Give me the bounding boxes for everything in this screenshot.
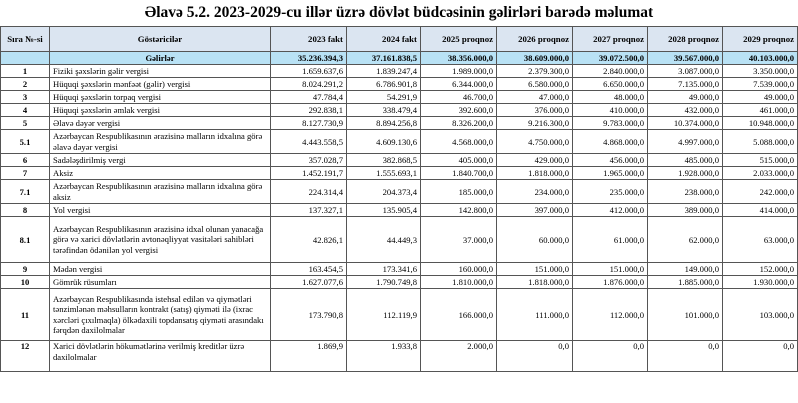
row-label: Fiziki şəxslərin gəlir vergisi xyxy=(50,65,271,78)
cell-value: 135.905,4 xyxy=(347,204,421,217)
cell-value: 397.000,0 xyxy=(497,204,573,217)
cell-value: 47.784,4 xyxy=(271,91,347,104)
cell-value: 1.555.693,1 xyxy=(347,167,421,180)
cell-value: 54.291,9 xyxy=(347,91,421,104)
cell-value: 4.750.000,0 xyxy=(497,130,573,154)
table-row xyxy=(1,217,798,263)
cell-value: 338.479,4 xyxy=(347,104,421,117)
cell-value: 1.659.637,6 xyxy=(271,65,347,78)
row-number: 5 xyxy=(1,117,50,130)
cell-value: 137.327,1 xyxy=(271,204,347,217)
cell-value: 4.609.130,6 xyxy=(347,130,421,154)
cell-value: 412.000,0 xyxy=(573,204,648,217)
row-number: 9 xyxy=(1,263,50,276)
cell-value: 152.000,0 xyxy=(723,263,798,276)
row-number: 7.1 xyxy=(1,180,50,204)
column-header: 2023 fakt xyxy=(271,27,347,52)
table-row xyxy=(1,167,798,180)
cell-value: 166.000,0 xyxy=(421,289,497,341)
column-header: 2027 proqnoz xyxy=(573,27,648,52)
row-label: Hüquqi şəxslərin mənfəət (gəlir) vergisi xyxy=(50,78,271,91)
cell-value: 173.341,6 xyxy=(347,263,421,276)
row-number: 2 xyxy=(1,78,50,91)
column-header: 2026 proqnoz xyxy=(497,27,573,52)
cell-value: 0,0 xyxy=(497,341,573,372)
cell-value: 1.876.000,0 xyxy=(573,276,648,289)
cell-value: 292.838,1 xyxy=(271,104,347,117)
cell-value: 405.000,0 xyxy=(421,154,497,167)
row-label: Aksiz xyxy=(50,167,271,180)
cell-value: 376.000,0 xyxy=(497,104,573,117)
total-value: 38.356.000,0 xyxy=(421,52,497,65)
cell-value: 1.839.247,4 xyxy=(347,65,421,78)
cell-value: 5.088.000,0 xyxy=(723,130,798,154)
cell-value: 47.000,0 xyxy=(497,91,573,104)
row-label: Hüquqi şəxslərin əmlak vergisi xyxy=(50,104,271,117)
column-header: 2024 fakt xyxy=(347,27,421,52)
total-row xyxy=(1,52,798,65)
cell-value: 392.600,0 xyxy=(421,104,497,117)
cell-value: 3.350.000,0 xyxy=(723,65,798,78)
cell-value: 49.000,0 xyxy=(648,91,723,104)
cell-value: 4.568.000,0 xyxy=(421,130,497,154)
row-label: Mədən vergisi xyxy=(50,263,271,276)
page-title: Əlavə 5.2. 2023-2029-cu illər üzrə dövlət büdcəsinin gəlirləri barədə məlumat xyxy=(144,4,654,21)
cell-value: 112.000,0 xyxy=(573,289,648,341)
cell-value: 151.000,0 xyxy=(573,263,648,276)
cell-value: 1.965.000,0 xyxy=(573,167,648,180)
cell-value: 414.000,0 xyxy=(723,204,798,217)
cell-value: 1.627.077,6 xyxy=(271,276,347,289)
cell-value: 10.948.000,0 xyxy=(723,117,798,130)
row-number: 7 xyxy=(1,167,50,180)
cell-value: 1.840.700,0 xyxy=(421,167,497,180)
cell-value: 1.930.000,0 xyxy=(723,276,798,289)
cell-value: 234.000,0 xyxy=(497,180,573,204)
row-label: Azərbaycan Respublikasının ərazisinə malların idxalına görə əlavə dəyər vergisi xyxy=(50,130,271,154)
cell-value: 46.700,0 xyxy=(421,91,497,104)
cell-value: 160.000,0 xyxy=(421,263,497,276)
cell-value: 49.000,0 xyxy=(723,91,798,104)
cell-value: 9.783.000,0 xyxy=(573,117,648,130)
cell-value: 1.818.000,0 xyxy=(497,276,573,289)
cell-value: 238.000,0 xyxy=(648,180,723,204)
cell-value: 42.826,1 xyxy=(271,217,347,263)
cell-value: 1.452.191,7 xyxy=(271,167,347,180)
column-header: 2028 proqnoz xyxy=(648,27,723,52)
cell-value: 410.000,0 xyxy=(573,104,648,117)
cell-value: 1.989.000,0 xyxy=(421,65,497,78)
row-number: 3 xyxy=(1,91,50,104)
cell-value: 4.997.000,0 xyxy=(648,130,723,154)
row-label: Azərbaycan Respublikasında istehsal edilən və qiymətləri tənzimlənən məhsulların kontrakt (satış) qiyməti ilə (ixrac xərcləri çıxılmaqla) ölkədaxili topdansatış qiyməti arasındakı fərqdən daxilolmalar xyxy=(50,289,271,341)
table-row xyxy=(1,104,798,117)
cell-value: 4.868.000,0 xyxy=(573,130,648,154)
table-row xyxy=(1,65,798,78)
cell-value: 48.000,0 xyxy=(573,91,648,104)
cell-value: 1.869,9 xyxy=(271,341,347,372)
row-number: 8.1 xyxy=(1,217,50,263)
cell-value: 357.028,7 xyxy=(271,154,347,167)
total-value: 39.072.500,0 xyxy=(573,52,648,65)
cell-value: 1.790.749,8 xyxy=(347,276,421,289)
cell-value: 1.818.000,0 xyxy=(497,167,573,180)
cell-value: 456.000,0 xyxy=(573,154,648,167)
cell-value: 1.933,8 xyxy=(347,341,421,372)
cell-value: 224.314,4 xyxy=(271,180,347,204)
cell-value: 389.000,0 xyxy=(648,204,723,217)
cell-value: 429.000,0 xyxy=(497,154,573,167)
cell-value: 8.127.730,9 xyxy=(271,117,347,130)
table-row xyxy=(1,276,798,289)
cell-value: 111.000,0 xyxy=(497,289,573,341)
cell-value: 461.000,0 xyxy=(723,104,798,117)
row-number: 8 xyxy=(1,204,50,217)
column-header: Sıra №-si xyxy=(1,27,50,52)
cell-value: 382.868,5 xyxy=(347,154,421,167)
row-number: 10 xyxy=(1,276,50,289)
cell-value: 0,0 xyxy=(723,341,798,372)
cell-value: 163.454,5 xyxy=(271,263,347,276)
revenue-table xyxy=(0,26,798,372)
cell-value: 204.373,4 xyxy=(347,180,421,204)
cell-value: 1.928.000,0 xyxy=(648,167,723,180)
table-row xyxy=(1,91,798,104)
cell-value: 0,0 xyxy=(648,341,723,372)
cell-value: 235.000,0 xyxy=(573,180,648,204)
cell-value: 8.894.256,8 xyxy=(347,117,421,130)
table-header-row xyxy=(1,27,798,52)
table-row xyxy=(1,117,798,130)
cell-value: 9.216.300,0 xyxy=(497,117,573,130)
cell-value: 7.539.000,0 xyxy=(723,78,798,91)
total-value: 35.236.394,3 xyxy=(271,52,347,65)
cell-value: 432.000,0 xyxy=(648,104,723,117)
column-header: Göstəricilər xyxy=(50,27,271,52)
cell-value: 1.885.000,0 xyxy=(648,276,723,289)
cell-value: 8.024.291,2 xyxy=(271,78,347,91)
row-label: Hüquqi şəxslərin torpaq vergisi xyxy=(50,91,271,104)
row-label: Əlavə dəyər vergisi xyxy=(50,117,271,130)
column-header: 2025 proqnoz xyxy=(421,27,497,52)
cell-value: 242.000,0 xyxy=(723,180,798,204)
cell-value: 112.119,9 xyxy=(347,289,421,341)
total-value: 39.567.000,0 xyxy=(648,52,723,65)
row-label: Yol vergisi xyxy=(50,204,271,217)
cell-value: 61.000,0 xyxy=(573,217,648,263)
table-row xyxy=(1,204,798,217)
table-row xyxy=(1,154,798,167)
row-number: 6 xyxy=(1,154,50,167)
cell-value: 103.000,0 xyxy=(723,289,798,341)
table-row xyxy=(1,78,798,91)
cell-value: 37.000,0 xyxy=(421,217,497,263)
cell-value: 2.000,0 xyxy=(421,341,497,372)
cell-value: 10.374.000,0 xyxy=(648,117,723,130)
cell-value: 63.000,0 xyxy=(723,217,798,263)
row-number: 1 xyxy=(1,65,50,78)
total-value: 37.161.838,5 xyxy=(347,52,421,65)
row-label: Azərbaycan Respublikasının ərazisinə malların idxalına görə aksiz xyxy=(50,180,271,204)
cell-value: 149.000,0 xyxy=(648,263,723,276)
cell-value: 4.443.558,5 xyxy=(271,130,347,154)
row-number: 12 xyxy=(1,341,50,372)
cell-value: 7.135.000,0 xyxy=(648,78,723,91)
cell-value: 1.810.000,0 xyxy=(421,276,497,289)
table-row xyxy=(1,289,798,341)
row-number: 4 xyxy=(1,104,50,117)
row-label: Azərbaycan Respublikasının ərazisinə idxal olunan yanacağa görə və xarici dövlətlərin avtonəqliyyat vasitələri sahibləri tərəfindən ödənilən yol vergisi xyxy=(50,217,271,263)
cell-value: 185.000,0 xyxy=(421,180,497,204)
cell-value: 2.840.000,0 xyxy=(573,65,648,78)
cell-value: 62.000,0 xyxy=(648,217,723,263)
cell-value: 44.449,3 xyxy=(347,217,421,263)
row-number: 11 xyxy=(1,289,50,341)
cell-value: 6.580.000,0 xyxy=(497,78,573,91)
total-label: Gəlirlər xyxy=(50,52,271,65)
table-row xyxy=(1,341,798,372)
row-label: Sadələşdirilmiş vergi xyxy=(50,154,271,167)
cell-value: 173.790,8 xyxy=(271,289,347,341)
cell-value: 2.379.300,0 xyxy=(497,65,573,78)
cell-value: 8.326.200,0 xyxy=(421,117,497,130)
total-value: 40.103.000,0 xyxy=(723,52,798,65)
cell-value: 6.344.000,0 xyxy=(421,78,497,91)
row-label: Gömrük rüsumları xyxy=(50,276,271,289)
table-row xyxy=(1,263,798,276)
cell-value: 101.000,0 xyxy=(648,289,723,341)
cell-value: 151.000,0 xyxy=(497,263,573,276)
cell-value: 6.786.901,8 xyxy=(347,78,421,91)
cell-value: 2.033.000,0 xyxy=(723,167,798,180)
cell-value: 515.000,0 xyxy=(723,154,798,167)
total-value: 38.609.000,0 xyxy=(497,52,573,65)
cell-value: 6.650.000,0 xyxy=(573,78,648,91)
table-row xyxy=(1,130,798,154)
cell-value: 142.800,0 xyxy=(421,204,497,217)
cell-value: 0,0 xyxy=(573,341,648,372)
table-row xyxy=(1,180,798,204)
cell-value: 485.000,0 xyxy=(648,154,723,167)
row-label: Xarici dövlətlərin hökumətlərinə verilmiş kreditlər üzrə daxilolmalar xyxy=(50,341,271,372)
column-header: 2029 proqnoz xyxy=(723,27,798,52)
cell-value: 3.087.000,0 xyxy=(648,65,723,78)
row-number: 5.1 xyxy=(1,130,50,154)
cell-value: 60.000,0 xyxy=(497,217,573,263)
